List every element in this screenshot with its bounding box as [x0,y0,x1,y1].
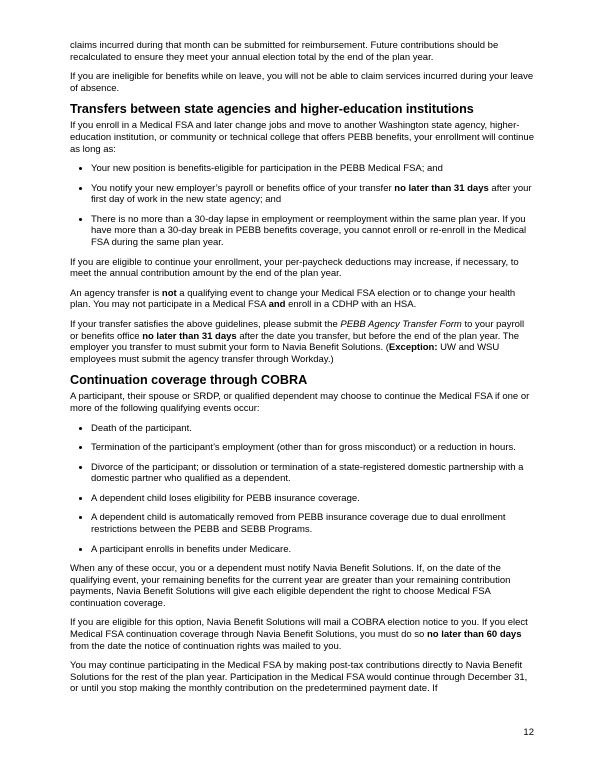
bold-text: no later than 60 days [426,629,522,641]
text-run: a qualifying event to change your Medical FSA election or to change your health plan. You may not participate in a Medical FSA [70,287,516,311]
bullet-item [91,493,534,505]
text-run: Termination of the participant’s employment (other than for gross misconduct) or a reduction in hours. [91,442,516,454]
text-run: claims incurred during that month can be submitted for reimbursement. Future contributions should be recalculated to ensure they meet your annual election total by the end of the plan year. [70,40,499,63]
paragraph [70,319,534,365]
paragraph [70,257,534,280]
bullet-item [91,214,534,249]
text-run: If you are eligible to continue your enrollment, your per-paycheck deductions may increase, if necessary, to meet the annual contribution amount by the end of the plan year. [70,256,519,280]
text-run: enroll in a CDHP with an HSA. [285,299,417,311]
bullet-item [91,163,534,175]
bullet-list [70,163,534,248]
text-run: UW and WSU employees must submit the agency transfer through Workday.) [70,342,500,365]
text-run: Your new position is benefits-eligible for participation in the PEBB Medical FSA; and [91,163,443,175]
text-run: An agency transfer is [70,287,162,299]
bullet-item [91,183,534,206]
text-run: A participant, their spouse or SRDP, or qualified dependent may choose to continue the Medical FSA if one or more of the following qualifying events occur: [70,391,530,414]
text-run: A dependent child loses eligibility for PEBB insurance coverage. [91,492,360,504]
page-number: 12 [523,727,534,738]
text-run: A participant enrolls in benefits under Medicare. [91,543,292,555]
bullet-item [91,442,534,454]
section-heading: Transfers between state agencies and higher-education institutions [70,102,474,117]
text-run: If you are ineligible for benefits while on leave, you will not be able to claim services incurred during your leave of absence. [70,71,534,94]
bold-text: not [161,287,177,299]
text-run: from the date the notice of continuation rights was mailed to you. [70,640,342,652]
bold-text: no later than 31 days [394,182,489,194]
text-run: You notify your new employer’s payroll or benefits office of your transfer [91,182,395,194]
italic-text: PEBB Agency Transfer Form [340,318,462,330]
bold-text: Exception: [388,342,438,354]
bullet-item [91,512,534,535]
text-run: to your payroll or benefits office [70,318,525,342]
paragraph [70,660,534,695]
section-heading: Continuation coverage through COBRA [70,373,308,388]
text-run: When any of these occur, you or a dependent must notify Navia Benefit Solutions. If, on the date of the qualifying event, your remaining benefits for the current year are greater than your remaining contribution payments, Navia Benefit Solutions will give each eligible dependent the right to choose Medical FSA continuation coverage. [70,563,511,609]
paragraph [70,288,534,311]
paragraph [70,71,534,94]
text-run: If your transfer satisfies the above guidelines, please submit the [70,318,341,330]
text-run: Divorce of the participant; or dissolution or termination of a state-registered domestic partnership with a domestic partner who qualified as a dependent. [91,461,524,485]
bold-text: and [268,299,286,311]
text-run: after your first day of work in the new state agency; and [91,182,532,206]
text-run: after the date you transfer, but before the end of the plan year. The employer you transfer to must submit your form to Navia Benefit Solutions. ( [70,330,520,354]
document-content [70,40,534,695]
text-run: A dependent child is automatically removed from PEBB insurance coverage due to dual enrollment restrictions between the PEBB and SEBB Programs. [91,512,506,535]
paragraph [70,40,534,63]
bullet-item [91,544,534,556]
paragraph [70,120,534,155]
paragraph [70,563,534,609]
paragraph [70,391,534,414]
text-run: You may continue participating in the Medical FSA by making post-tax contributions directly to Navia Benefit Solutions for the rest of the plan year. Participation in the Medical FSA would continue through December 31, or until you stop making the monthly contribution on the predetermined payment date. If [70,660,528,695]
text-run: If you enroll in a Medical FSA and later change jobs and move to another Washington state agency, higher-education institution, or community or technical college that offers PEBB benefits, your enrollment will continue as long as: [70,120,534,155]
bullet-item [91,462,534,485]
text-run: There is no more than a 30-day lapse in employment or reemployment within the same plan year. If you have more than a 30-day break in PEBB benefits coverage, you cannot enroll or re-enroll in the Medical FSA during the same plan year. [91,213,527,249]
bold-text: no later than 31 days [142,330,237,342]
text-run: If you are eligible for this option, Navia Benefit Solutions will mail a COBRA election notice to you. If you elect Medical FSA continuation coverage through Navia Benefit Solutions, you must do so [70,617,528,641]
text-run: Death of the participant. [91,422,192,434]
paragraph [70,617,534,652]
bullet-list [70,423,534,556]
bullet-item [91,423,534,435]
